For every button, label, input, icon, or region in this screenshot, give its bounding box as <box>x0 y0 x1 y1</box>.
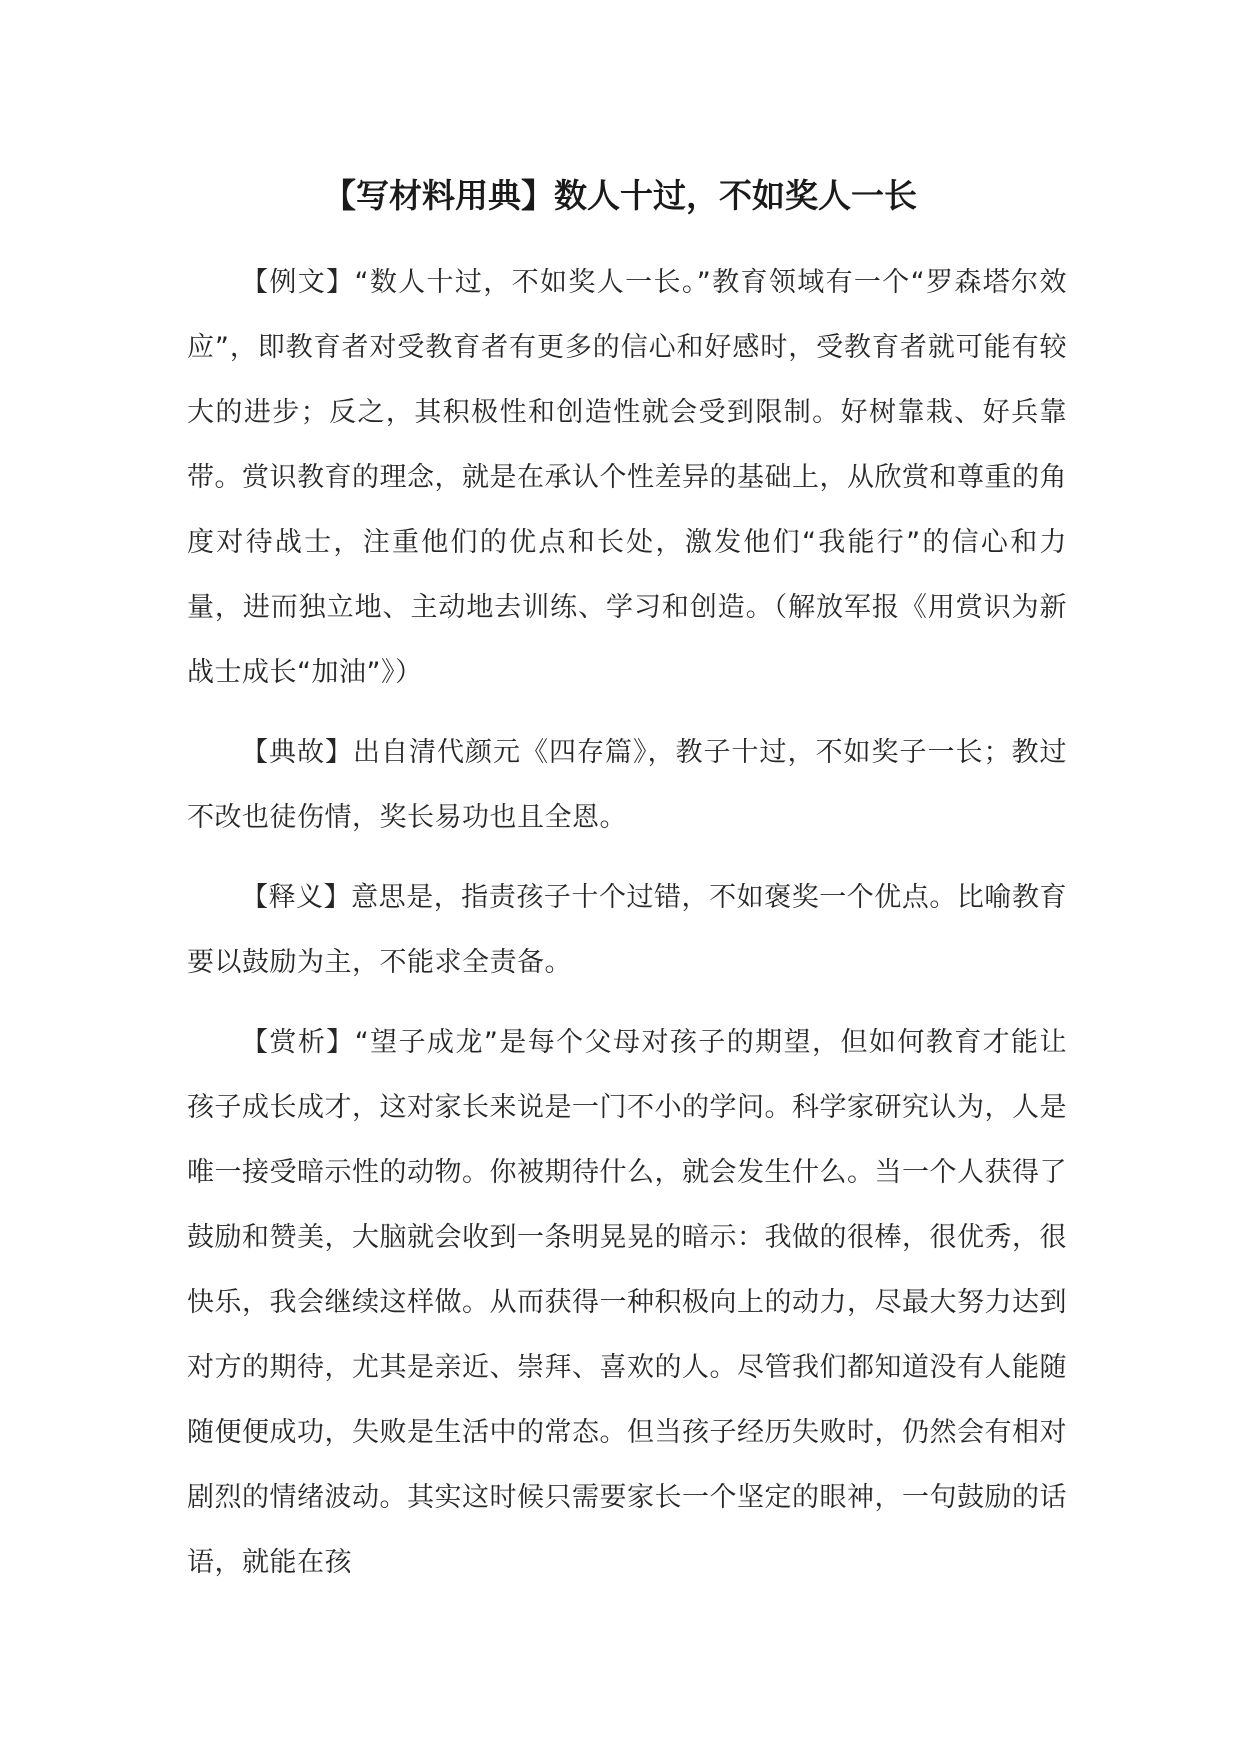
document-title: 【写材料用典】数人十过，不如奖人一长 <box>323 176 917 215</box>
document-body <box>187 250 1067 1610</box>
paragraph-meaning: 【释义】意思是，指责孩子十个过错，不如褒奖一个优点。比喻教育要以鼓励为主，不能求全责备。 <box>187 882 1067 978</box>
paragraph-example: 【例文】“数人十过，不如奖人一长。”教育领域有一个“罗森塔尔效应”，即教育者对受教育者有更多的信心和好感时，受教育者就可能有较大的进步；反之，其积极性和创造性就会受到限制。好树靠栽、好兵靠带。赏识教育的理念，就是在承认个性差异的基础上，从欣赏和尊重的角度对待战士，注重他们的优点和长处，激发他们“我能行”的信心和力量，进而独立地、主动地去训练、学习和创造。（解放军报《用赏识为新战士成长“加油”》） <box>187 267 1067 688</box>
paragraph-allusion: 【典故】出自清代颜元《四存篇》，教子十过，不如奖子一长；教过不改也徒伤情，奖长易功也且全恩。 <box>187 737 1067 833</box>
paragraph-appreciation: 【赏析】“望子成龙”是每个父母对孩子的期望，但如何教育才能让孩子成长成才，这对家长来说是一门不小的学问。科学家研究认为，人是唯一接受暗示性的动物。你被期待什么，就会发生什么。当一个人获得了鼓励和赞美，大脑就会收到一条明晃晃的暗示：我做的很棒，很优秀，很快乐，我会继续这样做。从而获得一种积极向上的动力，尽最大努力达到对方的期待，尤其是亲近、崇拜、喜欢的人。尽管我们都知道没有人能随随便便成功，失败是生活中的常态。但当孩子经历失败时，仍然会有相对剧烈的情绪波动。其实这时候只需要家长一个坚定的眼神，一句鼓励的话语，就能在孩 <box>187 1027 1067 1578</box>
